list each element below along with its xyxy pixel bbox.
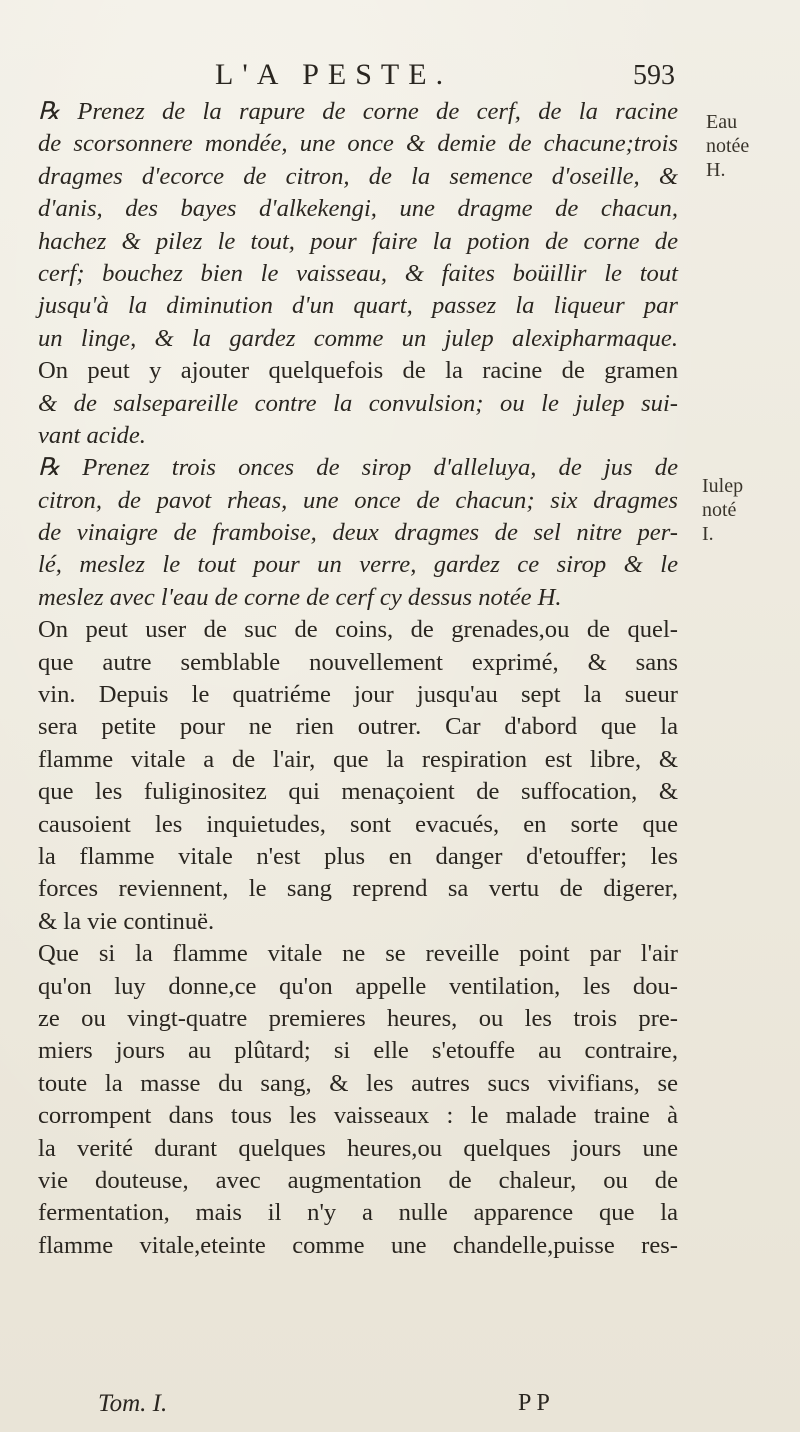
text-line: la verité durant quelques heures,ou quelques jours une [38,1134,678,1162]
margin-note-line: Eau [706,111,738,133]
text-line: Que si la flamme vitale ne se reveille point par l'air [38,940,678,968]
margin-note-line: Iulep [702,475,744,497]
text-line: & de salsepareille contre la convulsion; ou le julep sui- [38,389,678,417]
text-line: cerf; bouchez bien le vaisseau, & faites boüillir le tout [38,259,678,287]
text-line: que les fuliginositez qui menaçoient de suffocation, & [38,778,678,806]
text-line: & la vie continuë. [38,907,215,935]
margin-note-line: H. [706,159,726,181]
text-line: fermentation, mais il n'y a nulle apparence que la [38,1199,678,1227]
body-text [38,96,678,1262]
text-line: de vinaigre de framboise, deux dragmes de sel nitre per- [38,519,678,547]
text-line: vin. Depuis le quatriéme jour jusqu'au sept la sueur [38,681,678,709]
text-line: ℞ Prenez de la rapure de corne de cerf, de la racine [38,98,678,125]
text-line: vant acide. [38,421,146,449]
text-line: corrompent dans tous les vaisseaux : le malade traine à [38,1102,678,1130]
text-line: flamme vitale,eteinte comme une chandelle,puisse res- [38,1231,678,1259]
text-line: lé, meslez le tout pour un verre, gardez ce sirop & le [38,551,678,579]
text-line: dragmes d'ecorce de citron, de la semence d'oseille, & [38,162,678,190]
text-line: forces reviennent, le sang reprend sa vertu de digerer, [38,875,678,903]
running-head [215,58,675,98]
text-line: que autre semblable nouvellement exprimé, & sans [38,648,678,676]
text-line: jusqu'à la diminution d'un quart, passez la liqueur par [38,292,678,320]
text-line: hachez & pilez le tout, pour faire la potion de corne de [38,227,678,255]
margin-note-line: notée [706,135,750,157]
text-line: toute la masse du sang, & les autres sucs vivifians, se [38,1069,678,1097]
signature-mark: P P [518,1390,550,1416]
text-line: ze ou vingt-quatre premieres heures, ou les trois pre- [38,1004,678,1032]
text-line: On peut y ajouter quelquefois de la racine de gramen [38,357,678,385]
text-line: citron, de pavot rheas, une once de chacun; six dragmes [38,486,678,514]
text-line: ℞ Prenez trois onces de sirop d'alleluya, de jus de [38,454,678,482]
text-line: flamme vitale a de l'air, que la respiration est libre, & [38,745,678,773]
text-line: vie douteuse, avec augmentation de chaleur, ou de [38,1166,678,1194]
margin-note-line: noté [702,499,737,521]
margin-note-line: I. [702,523,714,545]
volume-label: Tom. I. [98,1390,168,1417]
text-line: un linge, & la gardez comme un julep alexipharmaque. [38,324,678,352]
text-line: miers jours au plûtard; si elle s'etouffe au contraire, [38,1037,678,1065]
margin-note-julep [702,474,743,546]
page-number: 593 [633,60,675,91]
margin-note-eau [706,110,749,182]
page-footer [98,1390,638,1424]
text-line: meslez avec l'eau de corne de cerf cy dessus notée H. [38,583,562,611]
text-line: sera petite pour ne rien outrer. Car d'abord que la [38,713,678,741]
text-line: d'anis, des bayes d'alkekengi, une dragme de chacun, [38,195,678,223]
text-line: On peut user de suc de coins, de grenades,ou de quel- [38,616,678,644]
text-line: qu'on luy donne,ce qu'on appelle ventilation, les dou- [38,972,678,1000]
text-line: causoient les inquietudes, sont evacués, en sorte que [38,810,678,838]
text-line: la flamme vitale n'est plus en danger d'etouffer; les [38,842,678,870]
text-line: de scorsonnere mondée, une once & demie de chacune;trois [38,130,678,158]
running-title: L'A PESTE. [215,58,453,91]
